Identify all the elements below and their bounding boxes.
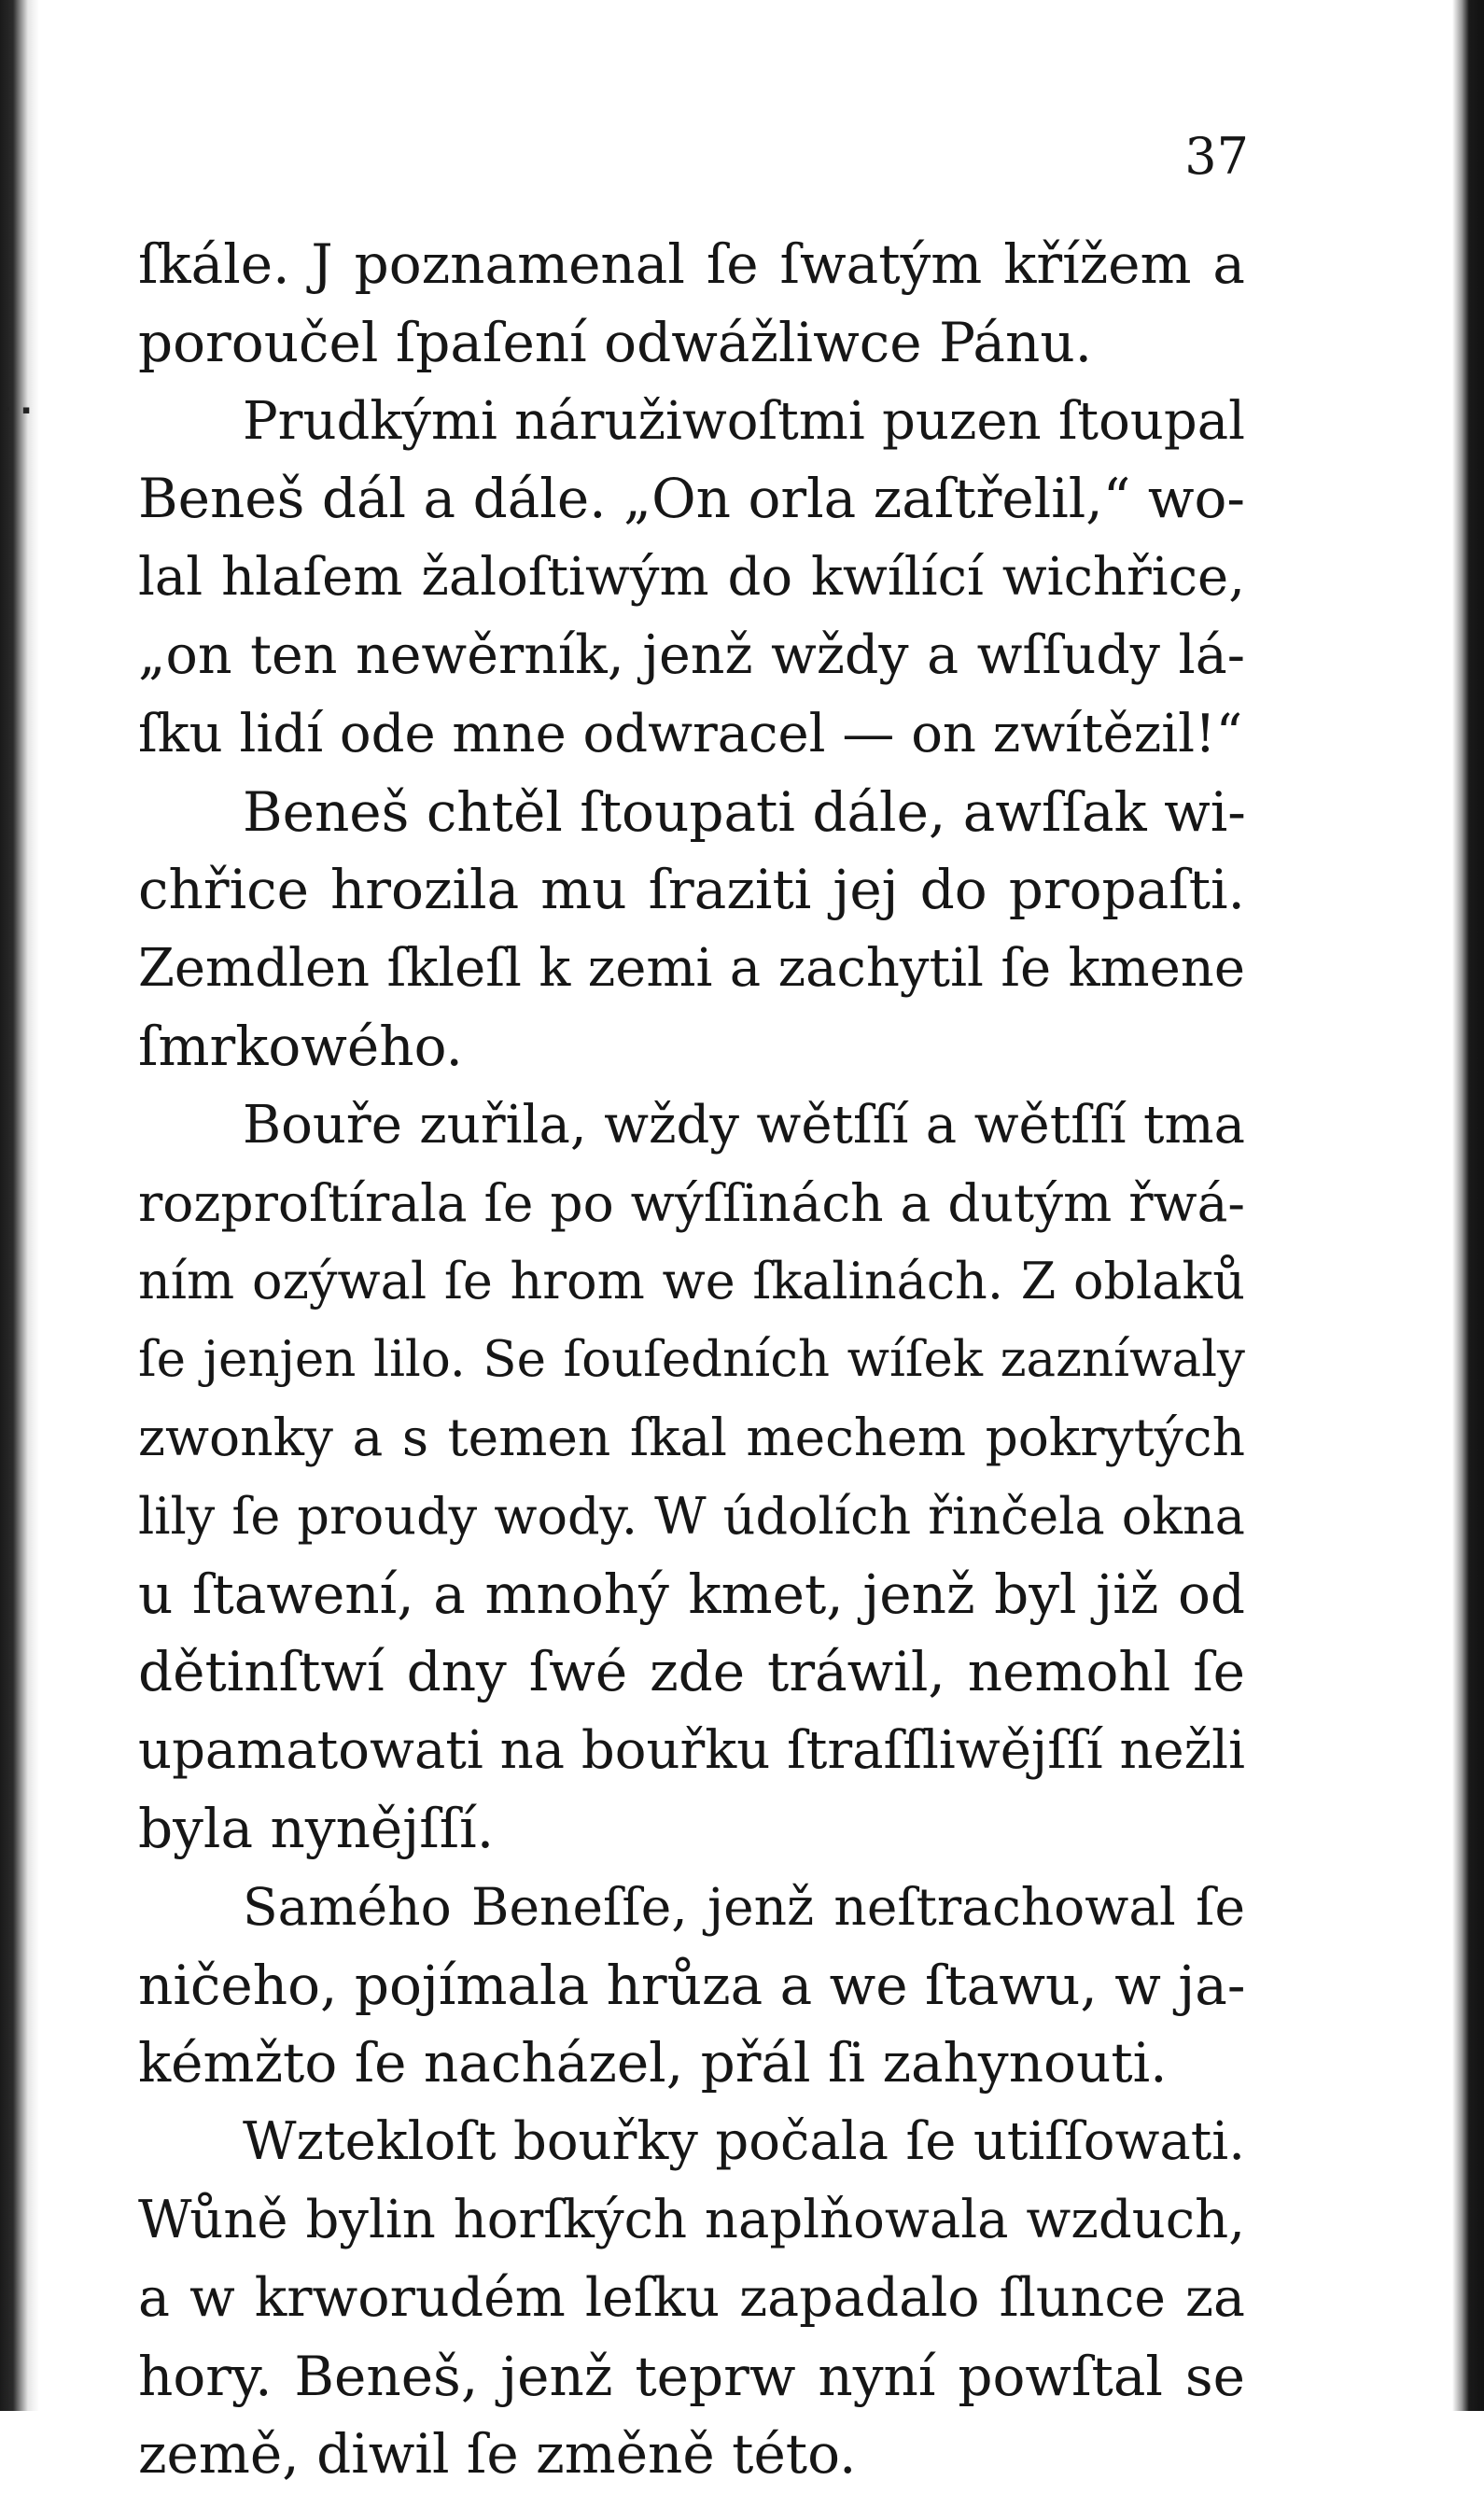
text-line: a w krworudém leſku zapadalo ſlunce za	[138, 2266, 1245, 2329]
text-line: u ſtawení, a mnohý kmet, jenž byl již od	[138, 1562, 1245, 1626]
text-line: byla nyněјſſí.	[138, 1796, 495, 1860]
text-line: hory. Beneš, jenž teprw nyní powſtal se	[138, 2344, 1245, 2408]
text-line: poroučel ſpaſení odwážliwce Pánu.	[138, 310, 1093, 374]
text-line: ſku lidí ode mne odwracel — on zwítězil!“	[138, 703, 1243, 764]
text-line: Wztekloſt bouřky počala ſe utiſſowati.	[243, 2111, 1245, 2173]
book-gutter-shadow	[0, 0, 56, 2411]
edge-mark: • ▪	[4, 403, 35, 417]
text-line: „on ten newěrník, jenž wždy a wſſudy lá-	[138, 624, 1245, 686]
text-line: kémžto ſe nacházel, přál ſi zahynouti.	[138, 2031, 1168, 2095]
body-text	[138, 226, 1245, 2494]
text-line: zwonky a s temen ſkal mechem pokrytých	[138, 1407, 1245, 1467]
text-line: Prudkými náružiwoſtmi puzen ſtoupal	[243, 390, 1245, 452]
text-line: Samého Beneſſe, jenž neſtrachowal ſe	[243, 1876, 1245, 1937]
text-line: Beneš chtěl ſtoupati dále, awſſak wi-	[243, 779, 1246, 844]
page-number: 37	[1184, 127, 1249, 186]
text-line: ſmrkowého.	[138, 1014, 463, 1078]
text-line: dětinſtwí dny ſwé zde tráwil, nemohl ſe	[138, 1640, 1245, 1704]
text-line: země, diwil ſe změně této.	[138, 2422, 857, 2487]
text-line: Wůně bylin horſkých naplňowala wzduch,	[138, 2189, 1245, 2250]
text-line: ničeho, pojímala hrůza a we ſtawu, w ja-	[138, 1953, 1246, 2017]
text-line: Bouře zuřila, wždy wětſſí a wětſſí tma	[243, 1094, 1245, 1156]
text-line: chřice hrozila mu ſraziti jej do propaſti.	[138, 858, 1245, 922]
text-line: lily ſe proudy wody. W údolích řinčela okna	[138, 1486, 1245, 1546]
text-line: ním ozýwal ſe hrom we ſkalinách. Z oblaků	[138, 1252, 1245, 1311]
text-line: ſe jenjen lilo. Se ſouſedních wíſek zazníwaly	[138, 1331, 1245, 1389]
page-right-edge	[1452, 0, 1484, 2411]
text-line: upamatowati na bouřku ſtraſſliwějſſí nežli	[138, 1720, 1245, 1782]
text-line: lal hlaſem žaloſtiwým do kwílící wichřice,	[138, 547, 1245, 609]
text-line: Beneš dál a dále. „On orla zaſtřelil,“ wo-	[138, 467, 1245, 531]
text-line: rozproſtírala ſe po wýſſinách a dutým řwá-	[138, 1172, 1245, 1233]
text-line: Zemdlen ſkleſl k zemi a zachytil ſe kmene	[138, 938, 1245, 1000]
text-line: ſkále. J poznamenal ſe ſwatým křížem a	[138, 232, 1245, 296]
